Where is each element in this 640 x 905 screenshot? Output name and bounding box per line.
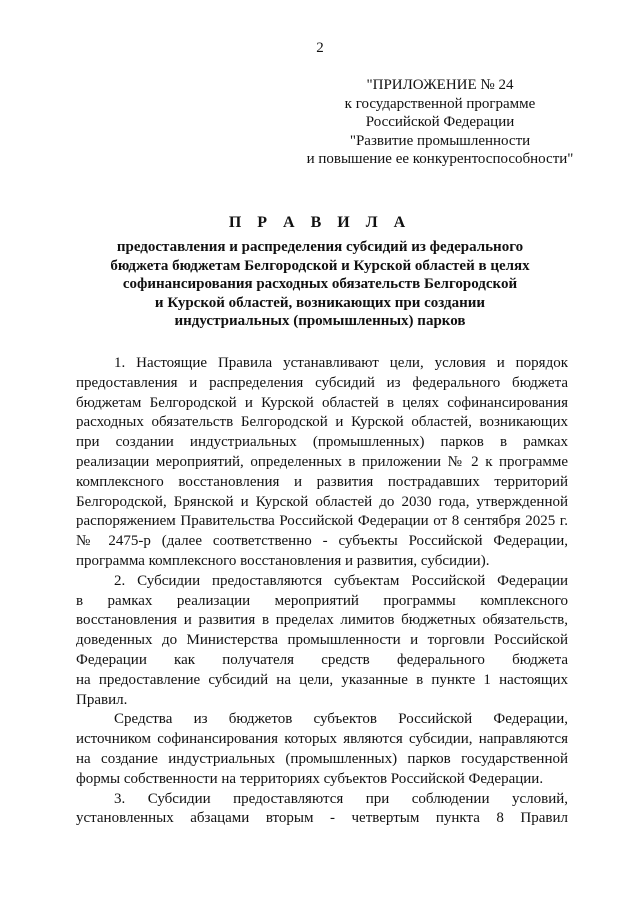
subtitle-line: индустриальных (промышленных) парков [174, 313, 466, 329]
appendix-header [270, 76, 610, 169]
body-line: восстановления и развития в пределах лимитов бюджетных обязательств, [76, 612, 568, 629]
document-body [76, 354, 568, 829]
body-line: № 2475-р (далее соответственно - субъекты Российской Федерации, [76, 533, 568, 550]
page-number: 2 [316, 40, 324, 56]
subtitle-line: бюджета бюджетам Белгородской и Курской областей в целях [110, 257, 530, 274]
body-line: программа комплексного восстановления и развития, субсидии). [76, 552, 490, 569]
body-line: бюджетам Белгородской и Курской областей в целях софинансирования [76, 394, 568, 411]
body-line: доведенных до Министерства промышленности и торговли Российской [76, 632, 568, 649]
document-subtitle [80, 238, 560, 331]
body-line: расходных обязательств Белгородской и Курской областей, возникающих [76, 414, 568, 431]
body-line: Федерации как получателя средств федерального бюджета [76, 651, 568, 668]
appendix-line: "Развитие промышленности [349, 132, 531, 149]
body-line: предоставления и распределения субсидий из федерального бюджета [76, 374, 568, 391]
body-line: Белгородской, Брянской и Курской областей до 2030 года, утвержденной [76, 493, 568, 510]
appendix-line: "ПРИЛОЖЕНИЕ № 24 [366, 77, 514, 93]
body-line: Правил. [76, 691, 128, 708]
body-line: 3. Субсидии предоставляются при соблюдении условий, [114, 790, 568, 807]
body-line: в рамках реализации мероприятий программы комплексного [76, 592, 568, 609]
subtitle-line: софинансирования расходных обязательств Белгородской [122, 276, 518, 292]
subtitle-line: и Курской областей, возникающих при создании [154, 294, 486, 311]
body-line: на предоставление субсидий на цели, указанные в пункте 1 настоящих [76, 671, 568, 688]
body-line: распоряжением Правительства Российской Федерации от 8 сентября 2025 г. [76, 513, 568, 530]
body-line: комплексного восстановления и развития пострадавших территорий [76, 473, 568, 490]
body-line: 2. Субсидии предоставляются субъектам Российской Федерации [114, 572, 568, 589]
body-line: при создании индустриальных (промышленных) парков в рамках [76, 434, 568, 451]
appendix-line: и повышение ее конкурентоспособности" [306, 151, 574, 167]
body-line: источником софинансирования которых являются субсидии, направляются [76, 731, 568, 748]
document-title: П Р А В И Л А [228, 214, 412, 231]
body-line: 1. Настоящие Правила устанавливают цели, условия и порядок [114, 355, 568, 371]
body-line: на создание индустриальных (промышленных) парков государственной [76, 750, 568, 767]
body-line: установленных абзацами вторым - четвертым пункта 8 Правил [76, 810, 568, 827]
subtitle-line: предоставления и распределения субсидий из федерального [116, 239, 524, 255]
body-line: реализации мероприятий, определенных в приложении № 2 к программе [76, 453, 568, 470]
appendix-line: к государственной программе [344, 95, 536, 112]
body-line: Средства из бюджетов субъектов Российской Федерации, [114, 711, 568, 728]
body-line: формы собственности на территориях субъектов Российской Федерации. [76, 770, 544, 787]
appendix-line: Российской Федерации [365, 114, 515, 130]
